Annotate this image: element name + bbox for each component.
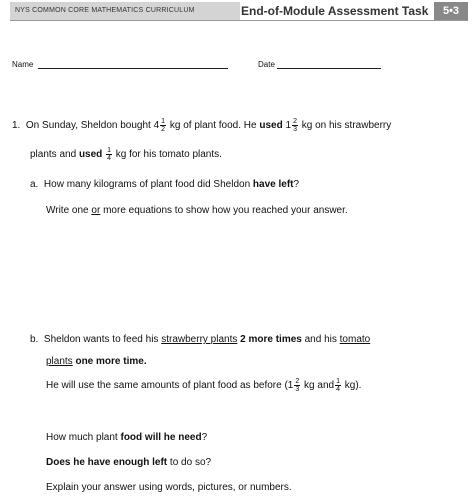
answer-space-a[interactable]	[46, 222, 456, 322]
text: kg and	[304, 380, 335, 392]
numerator: 2	[295, 378, 300, 385]
module-badge: 5•3	[434, 2, 468, 20]
text: ?	[293, 179, 300, 190]
part-b-line-5	[46, 457, 211, 469]
bold-text: Does he have enough left	[46, 457, 168, 468]
part-label: a.	[30, 179, 39, 190]
name-label: Name	[12, 60, 34, 69]
part-b-line-3	[46, 378, 361, 393]
text: Write one	[46, 205, 89, 216]
part-b-line-2	[46, 356, 147, 368]
underlined-text: plants	[46, 356, 73, 367]
text: kg of plant food. He	[169, 120, 257, 132]
text: How many kilograms of plant food did Sheldon	[43, 179, 251, 190]
fraction	[292, 118, 298, 133]
mixed-number-whole: 1	[285, 120, 292, 132]
fraction	[160, 118, 166, 133]
underlined-text: strawberry plants	[161, 334, 238, 345]
bold-text: one more time.	[75, 356, 147, 367]
denominator: 3	[295, 386, 300, 393]
mixed-number-whole: 1	[287, 380, 294, 392]
text: kg for his tomato plants.	[115, 149, 222, 161]
bold-text: food will he need	[120, 432, 202, 443]
text: kg on his strawberry	[301, 120, 392, 132]
text: and his	[304, 334, 337, 345]
part-label: b.	[30, 334, 39, 345]
numerator: 1	[336, 378, 340, 385]
fraction	[294, 378, 300, 393]
text: more equations to show how you reached your answer.	[103, 205, 348, 216]
underlined-text: or	[91, 205, 101, 216]
text: How much plant	[46, 432, 118, 443]
name-field[interactable]	[38, 68, 228, 69]
question-number: 1.	[12, 120, 21, 132]
denominator: 4	[107, 155, 111, 162]
text: Explain your answer using words, pictures, or numbers.	[46, 482, 292, 493]
numerator: 2	[293, 118, 297, 125]
part-a-line-2	[46, 205, 348, 217]
part-a-line-1	[30, 179, 299, 191]
denominator: 2	[161, 126, 166, 133]
question-1-line-1	[12, 118, 391, 133]
fraction	[106, 147, 112, 162]
mixed-number-whole: 4	[153, 120, 160, 132]
numerator: 1	[107, 147, 111, 154]
curriculum-label: NYS COMMON CORE MATHEMATICS CURRICULUM	[15, 7, 195, 14]
header-divider	[10, 20, 468, 21]
text: to do so?	[169, 457, 212, 468]
part-b-line-4	[46, 432, 207, 444]
text: ?	[201, 432, 208, 443]
fraction	[335, 378, 341, 393]
denominator: 4	[336, 386, 340, 393]
underlined-text: tomato	[339, 334, 371, 345]
question-1-line-2	[30, 147, 222, 162]
text: kg).	[344, 380, 362, 392]
page-header	[10, 2, 468, 20]
text: On Sunday, Sheldon bought	[25, 120, 151, 132]
text: plants and	[30, 149, 77, 161]
bold-text: used	[78, 149, 103, 161]
date-label: Date	[258, 60, 275, 69]
assessment-title: End-of-Module Assessment Task	[241, 4, 429, 18]
part-b-line-1	[30, 334, 370, 346]
denominator: 3	[293, 126, 297, 133]
part-b-line-6	[46, 482, 292, 494]
text: Sheldon wants to feed his	[43, 334, 159, 345]
bold-text: 2 more times	[240, 334, 302, 345]
date-field[interactable]	[277, 68, 381, 69]
numerator: 1	[161, 118, 166, 125]
text: He will use the same amounts of plant food as before (	[46, 380, 288, 392]
bold-text: have left	[252, 179, 294, 190]
bold-text: used	[259, 120, 283, 132]
